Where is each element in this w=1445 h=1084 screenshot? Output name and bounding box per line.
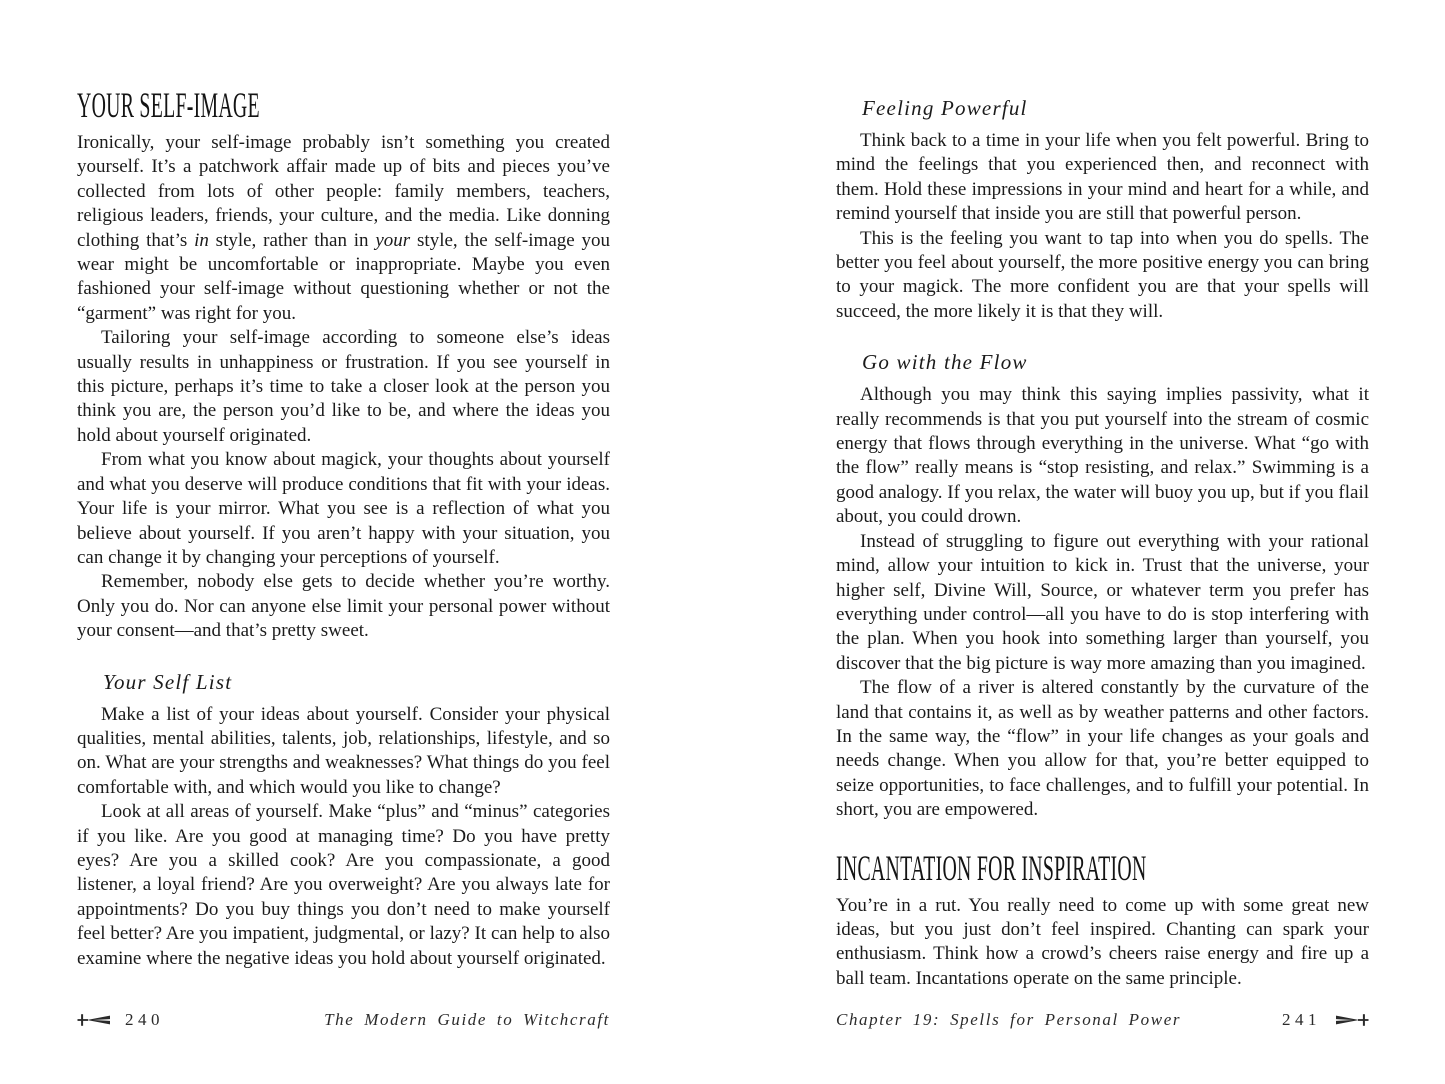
arrow-ornament-icon <box>1335 1013 1369 1027</box>
subsection-heading: Your Self List <box>103 669 233 694</box>
paragraph: Think back to a time in your life when you felt powerful. Bring to mind the feelings that you experienced then, and reconnect with them. Hold these impressions in your mind and heart for a while, and remind yourself that inside you are still that powerful person. <box>836 130 1369 225</box>
left-page-content <box>77 85 611 971</box>
page-right <box>836 0 1369 1084</box>
right-page-content <box>836 96 1369 991</box>
page-number: 240 <box>125 1010 164 1029</box>
arrow-ornament-icon <box>77 1013 111 1027</box>
right-page-footer <box>836 1010 1369 1030</box>
section-heading: YOUR SELF-IMAGE <box>77 85 260 125</box>
paragraph: Instead of struggling to figure out everything with your rational mind, allow your intuition to kick in. Trust that the universe, your higher self, Divine Will, Source, or whatever term you prefer has everything under control—all you have to do is stop interfering with the plan. When you hook into something larger than yourself, you discover that the big picture is way more amazing than you imagined. <box>836 530 1369 674</box>
page-number: 241 <box>1282 1010 1321 1029</box>
paragraph: Tailoring your self-image according to someone else’s ideas usually results in unhappiness or frustration. If you see yourself in this picture, perhaps it’s time to take a closer look at the person you think you are, the person you’d like to be, and where the ideas you hold about yourself originated. <box>77 327 610 446</box>
left-folio-group <box>77 1010 164 1030</box>
paragraph: From what you know about magick, your thoughts about yourself and what you deserve will produce conditions that fit with your ideas. Your life is your mirror. What you see is a reflection of what you believe about yourself. If you aren’t happy with your situation, you can change it by changing your perceptions of yourself. <box>77 449 610 568</box>
subsection-heading: Feeling Powerful <box>862 96 1028 120</box>
page-left <box>77 0 610 1084</box>
paragraph: Make a list of your ideas about yourself. Consider your physical qualities, mental abilities, talents, job, relationships, lifestyle, and so on. What are your strengths and weaknesses? What things do you feel comfortable with, and which would you like to change? <box>77 703 610 798</box>
paragraph: Look at all areas of yourself. Make “plus” and “minus” categories if you like. Are you good at managing time? Do you have pretty eyes? Are you a skilled cook? Are you compassionate, a good listener, a loyal friend? Are you overweight? Are you always late for appointments? Do you buy things you don’t need to make yourself feel better? Are you impatient, judgmental, or lazy? It can help to also examine where the negative ideas you hold about yourself originated. <box>77 801 610 969</box>
left-page-footer <box>77 1010 610 1030</box>
chapter-title: Chapter 19: Spells for Personal Power <box>836 1010 1182 1029</box>
section-heading: INCANTATION FOR INSPIRATION <box>836 847 1147 888</box>
right-folio-group <box>1282 1010 1369 1030</box>
paragraph: The flow of a river is altered constantly by the curvature of the land that contains it, as well as by weather patterns and other factors. In the same way, the “flow” in your life changes as your goals and needs change. When you allow for that, you’re better equipped to seize opportunities, to face challenges, and to fulfill your potential. In short, you are empowered. <box>836 677 1369 821</box>
subsection-heading: Go with the Flow <box>862 350 1028 375</box>
paragraph: Ironically, your self-image probably isn’t something you created yourself. It’s a patchwork affair made up of bits and pieces you’ve collected from lots of other people: family members, teachers, religious leaders, friends, your culture, and the media. Like donning clothing that’s in style, rather than in your style, the self-image you wear might be uncomfortable or inappropriate. Maybe you even fashioned your self-image without questioning whether or not the “garment” was right for you. <box>77 132 611 324</box>
paragraph: This is the feeling you want to tap into when you do spells. The better you feel about yourself, the more positive energy you can bring to your magick. The more confident you are that your spells will succeed, the more likely it is that they will. <box>836 227 1369 322</box>
paragraph: Remember, nobody else gets to decide whether you’re worthy. Only you do. Nor can anyone else limit your personal power without your consent—and that’s pretty sweet. <box>77 571 610 642</box>
paragraph: Although you may think this saying implies passivity, what it really recommends is that you put yourself into the stream of cosmic energy that flows through everything in the universe. What “go with the flow” really means is “stop resisting, and relax.” Swimming is a good analogy. If you relax, the water will buoy you up, but if you flail about, you could drown. <box>836 384 1369 528</box>
book-title: The Modern Guide to Witchcraft <box>324 1010 610 1029</box>
paragraph: You’re in a rut. You really need to come up with some great new ideas, but you just don’t feel inspired. Chanting can spark your enthusiasm. Think how a crowd’s cheers raise energy and fire up a ball team. Incantations operate on the same principle. <box>836 894 1369 989</box>
